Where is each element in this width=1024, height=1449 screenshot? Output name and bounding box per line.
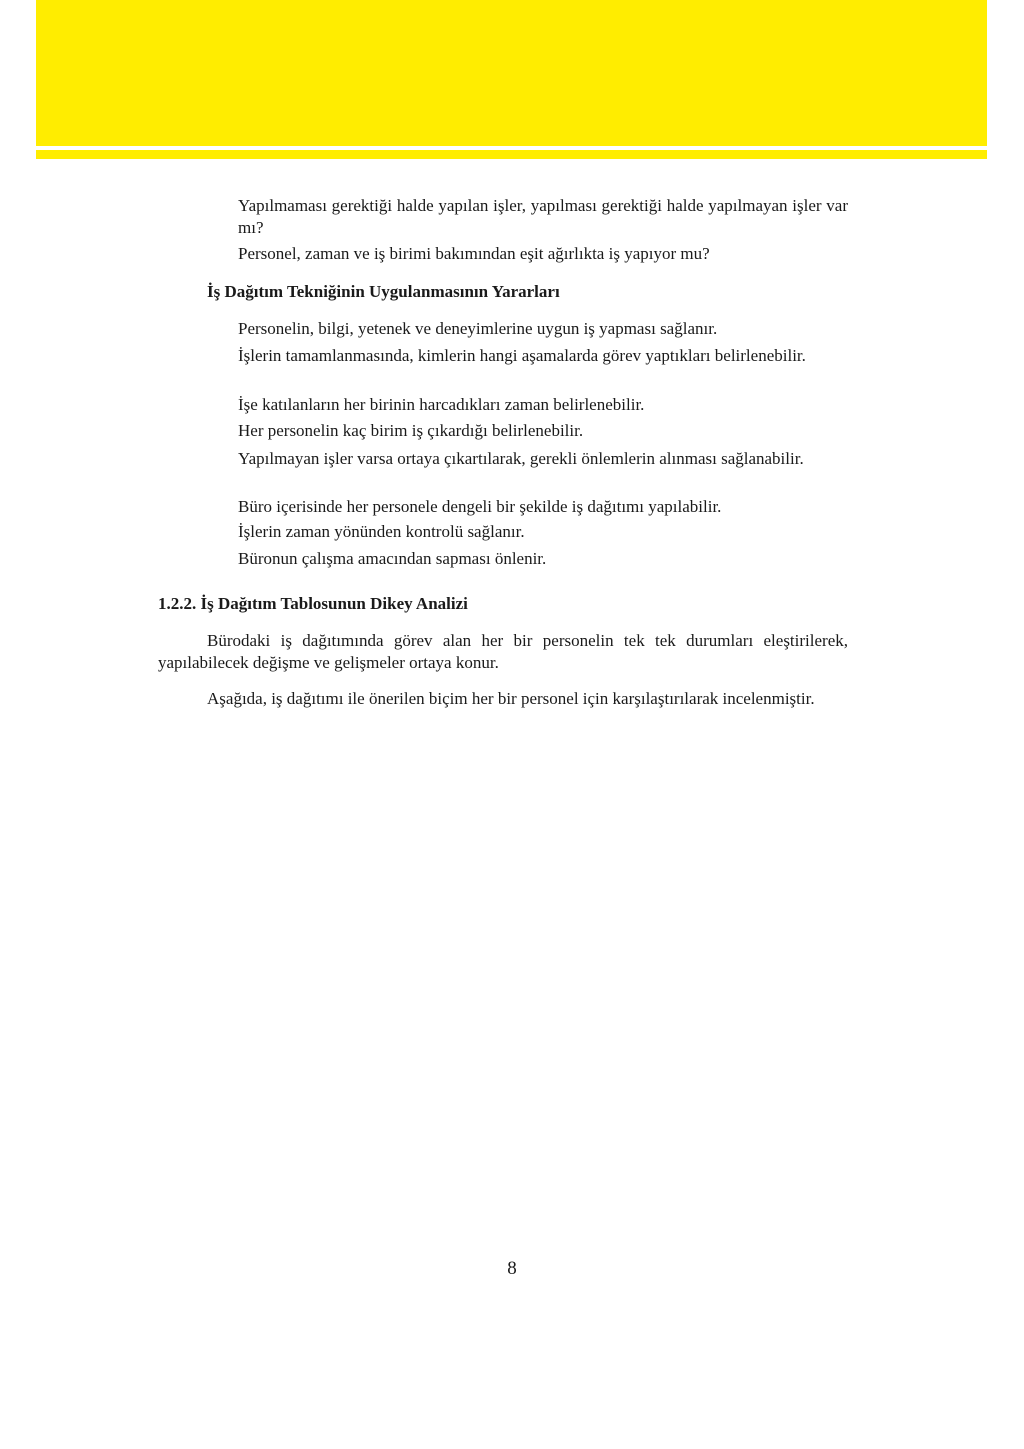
benefit-item: İşe katılanların her birinin harcadıkları zaman belirlenebilir.: [238, 395, 645, 414]
page-number: 8: [507, 1258, 517, 1279]
header-stripe: [36, 150, 987, 159]
question-item: Yapılmaması gerektiği halde yapılan işler, yapılması gerektiği halde yapılmayan işler var mı?: [238, 196, 848, 237]
question-item: Personel, zaman ve iş birimi bakımından eşit ağırlıkta iş yapıyor mu?: [238, 244, 710, 263]
benefit-item: Büro içerisinde her personele dengeli bir şekilde iş dağıtımı yapılabilir.: [238, 497, 722, 516]
benefit-item: İşlerin zaman yönünden kontrolü sağlanır.: [238, 522, 525, 541]
benefit-item: Her personelin kaç birim iş çıkardığı belirlenebilir.: [238, 421, 584, 440]
benefit-item: Yapılmayan işler varsa ortaya çıkartılarak, gerekli önlemlerin alınması sağlanabilir.: [238, 449, 804, 468]
header-band: [36, 0, 987, 146]
subheading: İş Dağıtım Tekniğinin Uygulanmasının Yararları: [207, 282, 560, 301]
benefit-item: Personelin, bilgi, yetenek ve deneyimlerine uygun iş yapması sağlanır.: [238, 319, 718, 338]
body-paragraph: Bürodaki iş dağıtımında görev alan her bir personelin tek tek durumları eleştirilerek, yapılabilecek değişme ve gelişmeler ortaya konur.: [158, 631, 848, 672]
benefit-item: İşlerin tamamlanmasında, kimlerin hangi aşamalarda görev yaptıkları belirlenebilir.: [238, 346, 806, 365]
body-paragraph: Aşağıda, iş dağıtımı ile önerilen biçim her bir personel için karşılaştırılarak incelenmiştir.: [207, 689, 815, 708]
section-heading: 1.2.2. İş Dağıtım Tablosunun Dikey Analizi: [158, 594, 468, 613]
benefit-item: Büronun çalışma amacından sapması önlenir.: [238, 549, 547, 568]
